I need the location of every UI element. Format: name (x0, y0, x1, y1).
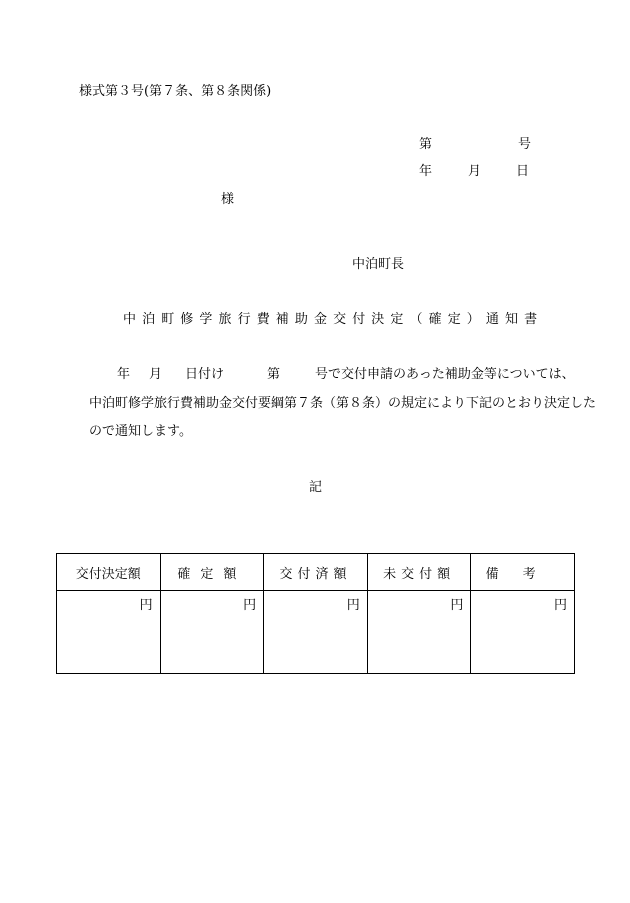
body-line-1-text: 号で交付申請のあった補助金等については、 (315, 367, 575, 382)
yen-unit: 円 (553, 598, 567, 613)
yen-unit: 円 (450, 598, 464, 613)
yen-unit: 円 (346, 598, 360, 613)
body-line-2: 中泊町修学旅行費補助金交付要綱第７条（第８条）の規定により下記のとおり決定した (89, 396, 597, 411)
ki-heading: 記 (309, 480, 323, 495)
date-month-label: 月 (468, 164, 482, 179)
issuer-name: 中泊町長 (352, 257, 405, 272)
header-unpaid-amount: 未交付額 (367, 554, 471, 591)
yen-unit: 円 (243, 598, 257, 613)
cell-paid-amount (264, 591, 368, 674)
body-year-label: 年 (117, 367, 131, 382)
recipient-honorific: 様 (221, 192, 235, 207)
date-day-label: 日 (516, 164, 530, 179)
date-year-label: 年 (419, 164, 433, 179)
table-row (57, 591, 575, 674)
cell-remarks (471, 591, 575, 674)
cell-unpaid-amount (367, 591, 471, 674)
header-paid-amount: 交付済額 (264, 554, 368, 591)
document-number-prefix: 第 (419, 137, 433, 152)
header-decided-amount: 交付決定額 (57, 554, 161, 591)
amount-table (56, 553, 575, 674)
header-remarks: 備考 (471, 554, 575, 591)
header-confirmed-amount: 確定額 (160, 554, 264, 591)
document-number-suffix: 号 (518, 137, 532, 152)
document-title: 中泊町修学旅行費補助金交付決定（確定）通知書 (123, 312, 544, 327)
cell-decided-amount (57, 591, 161, 674)
body-number-prefix: 第 (267, 367, 281, 382)
yen-unit: 円 (139, 598, 153, 613)
body-line-3: ので通知します。 (89, 424, 192, 439)
table-header-row (57, 554, 575, 591)
body-day-label: 日付け (185, 367, 225, 382)
body-month-label: 月 (149, 367, 163, 382)
cell-confirmed-amount (160, 591, 264, 674)
form-number-label: 様式第３号(第７条、第８条関係) (79, 84, 272, 99)
